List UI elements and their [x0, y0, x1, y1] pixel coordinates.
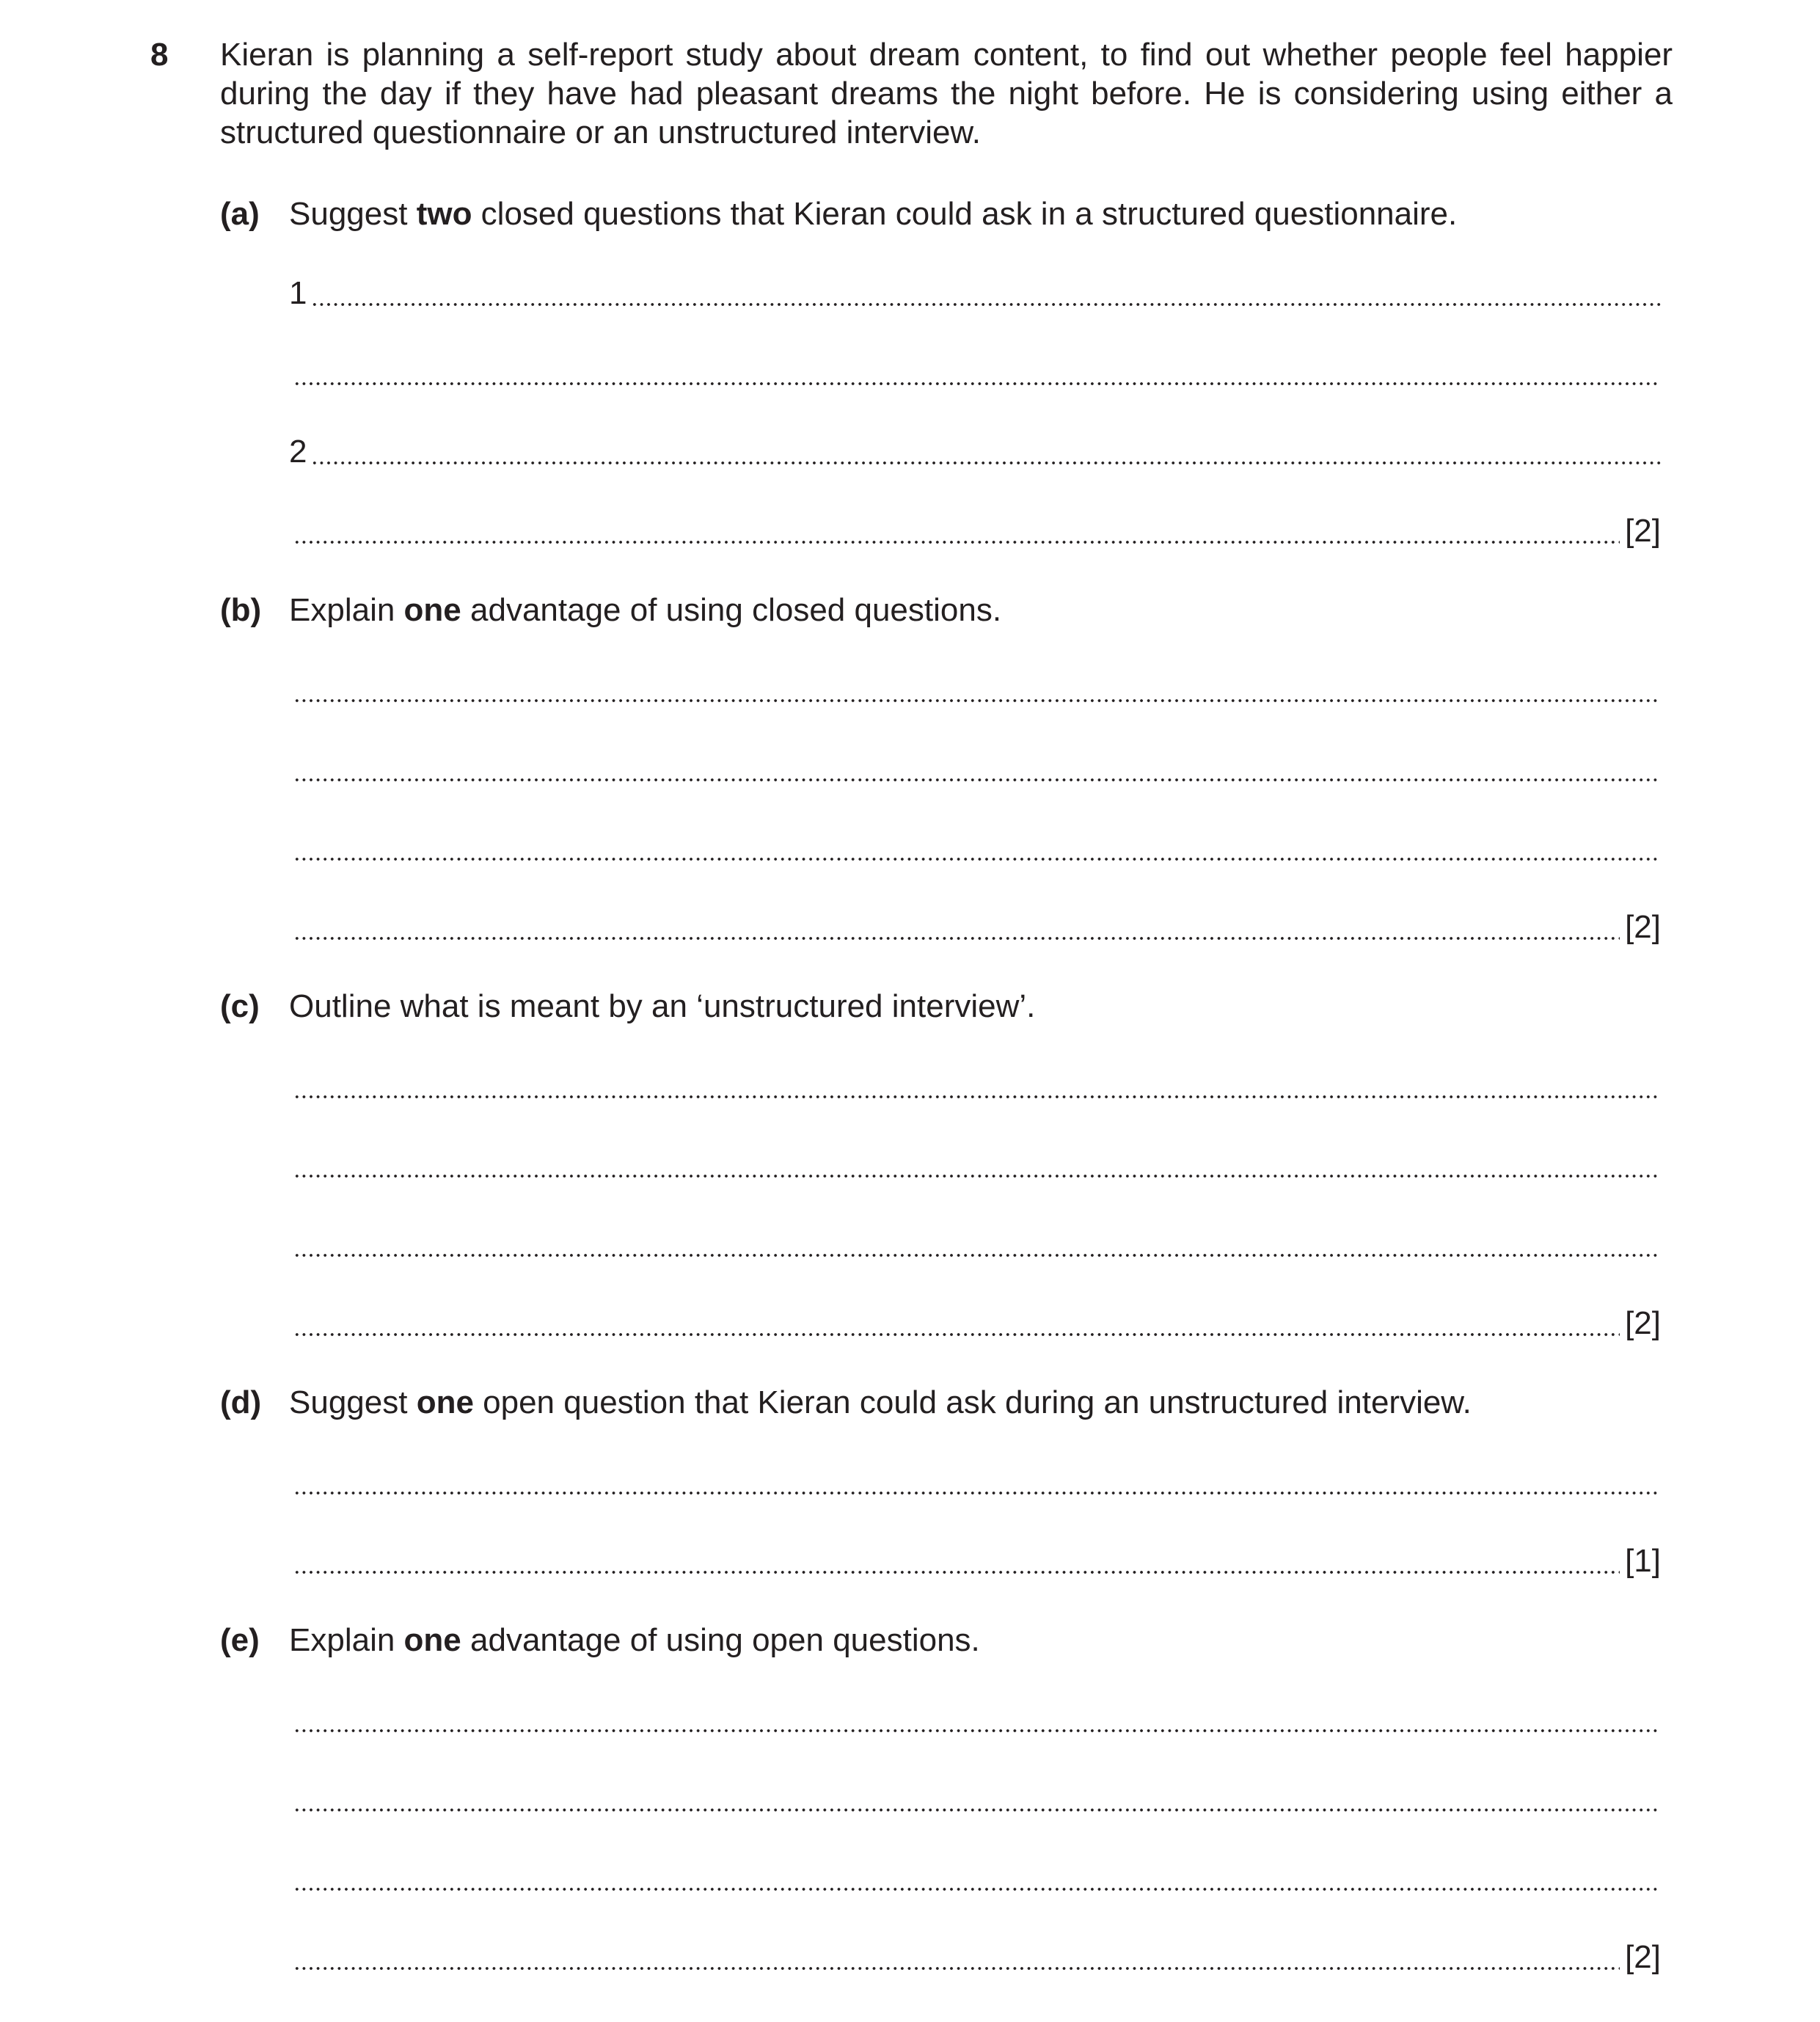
marks-allocation: [2]: [1625, 909, 1661, 945]
prompt-text: advantage of using closed questions.: [461, 592, 1002, 628]
prompt-emphasis: one: [403, 1622, 461, 1658]
answer-line[interactable]: [289, 1145, 1661, 1184]
answer-line[interactable]: [289, 749, 1661, 788]
answer-line[interactable]: [289, 353, 1661, 392]
part-prompt: Outline what is meant by an ‘unstructured interview’.: [289, 988, 1036, 1024]
prompt-text: Explain: [289, 592, 404, 628]
answer-line[interactable]: [289, 1858, 1661, 1897]
answer-line[interactable]: [289, 1304, 1661, 1343]
part-label: (a): [220, 196, 260, 232]
prompt-text: Explain: [289, 1622, 404, 1658]
dotted-rule: [293, 778, 1661, 781]
part-prompt: [289, 1621, 980, 1660]
prompt-emphasis: one: [403, 592, 461, 628]
dotted-rule: [311, 303, 1661, 306]
part-prompt: [289, 1383, 1472, 1422]
stem-line: during the day if they have had pleasant dreams the night before. He is considering using either a: [220, 76, 1673, 112]
prompt-text: closed questions that Kieran could ask in a structured questionnaire.: [472, 196, 1458, 232]
answer-line[interactable]: [289, 1700, 1661, 1739]
answer-line[interactable]: [289, 828, 1661, 867]
part-label: (c): [220, 988, 260, 1024]
prompt-text: advantage of using open questions.: [461, 1622, 980, 1658]
answer-line[interactable]: [289, 1779, 1661, 1818]
answer-line[interactable]: [289, 1541, 1661, 1580]
prompt-text: Suggest: [289, 1384, 417, 1420]
dotted-rule: [293, 1492, 1661, 1494]
answer-line[interactable]: [289, 908, 1661, 946]
dotted-rule: [293, 1254, 1661, 1257]
dotted-rule: [293, 699, 1661, 702]
answer-line[interactable]: [289, 432, 1661, 471]
dotted-rule: [293, 1333, 1620, 1336]
prompt-text: open question that Kieran could ask during an unstructured interview.: [473, 1384, 1472, 1420]
part-label: (b): [220, 592, 262, 628]
answer-line[interactable]: [289, 1462, 1661, 1501]
marks-allocation: [2]: [1625, 513, 1661, 549]
part-prompt: [289, 591, 1001, 629]
part-label: (e): [220, 1622, 260, 1658]
marks-allocation: [2]: [1625, 1305, 1661, 1341]
answer-number: 2: [289, 434, 307, 470]
dotted-rule: [293, 1571, 1620, 1574]
prompt-emphasis: two: [416, 196, 472, 232]
dotted-rule: [293, 1095, 1661, 1098]
answer-line[interactable]: [289, 1066, 1661, 1105]
answer-line[interactable]: [289, 1224, 1661, 1263]
answer-number: 1: [289, 275, 307, 311]
question-number: 8: [150, 37, 169, 73]
answer-line[interactable]: [289, 670, 1661, 709]
dotted-rule: [293, 1729, 1661, 1732]
answer-line[interactable]: [289, 511, 1661, 550]
dotted-rule: [293, 541, 1620, 544]
dotted-rule: [293, 1809, 1661, 1811]
prompt-text: Suggest: [289, 196, 417, 232]
dotted-rule: [311, 461, 1661, 464]
marks-allocation: [1]: [1625, 1543, 1661, 1579]
dotted-rule: [293, 937, 1620, 940]
answer-line[interactable]: [289, 274, 1661, 313]
dotted-rule: [293, 1175, 1661, 1178]
dotted-rule: [293, 382, 1661, 385]
stem-line: structured questionnaire or an unstructured interview.: [220, 114, 982, 150]
question-stem: [220, 35, 1673, 152]
answer-line[interactable]: [289, 1938, 1661, 1977]
stem-line: Kieran is planning a self-report study about dream content, to find out whether people feel happier: [220, 37, 1673, 73]
marks-allocation: [2]: [1625, 1939, 1661, 1975]
dotted-rule: [293, 1967, 1620, 1970]
part-label: (d): [220, 1384, 262, 1420]
part-prompt: [289, 194, 1457, 233]
prompt-emphasis: one: [416, 1384, 474, 1420]
dotted-rule: [293, 1888, 1661, 1891]
dotted-rule: [293, 858, 1661, 861]
